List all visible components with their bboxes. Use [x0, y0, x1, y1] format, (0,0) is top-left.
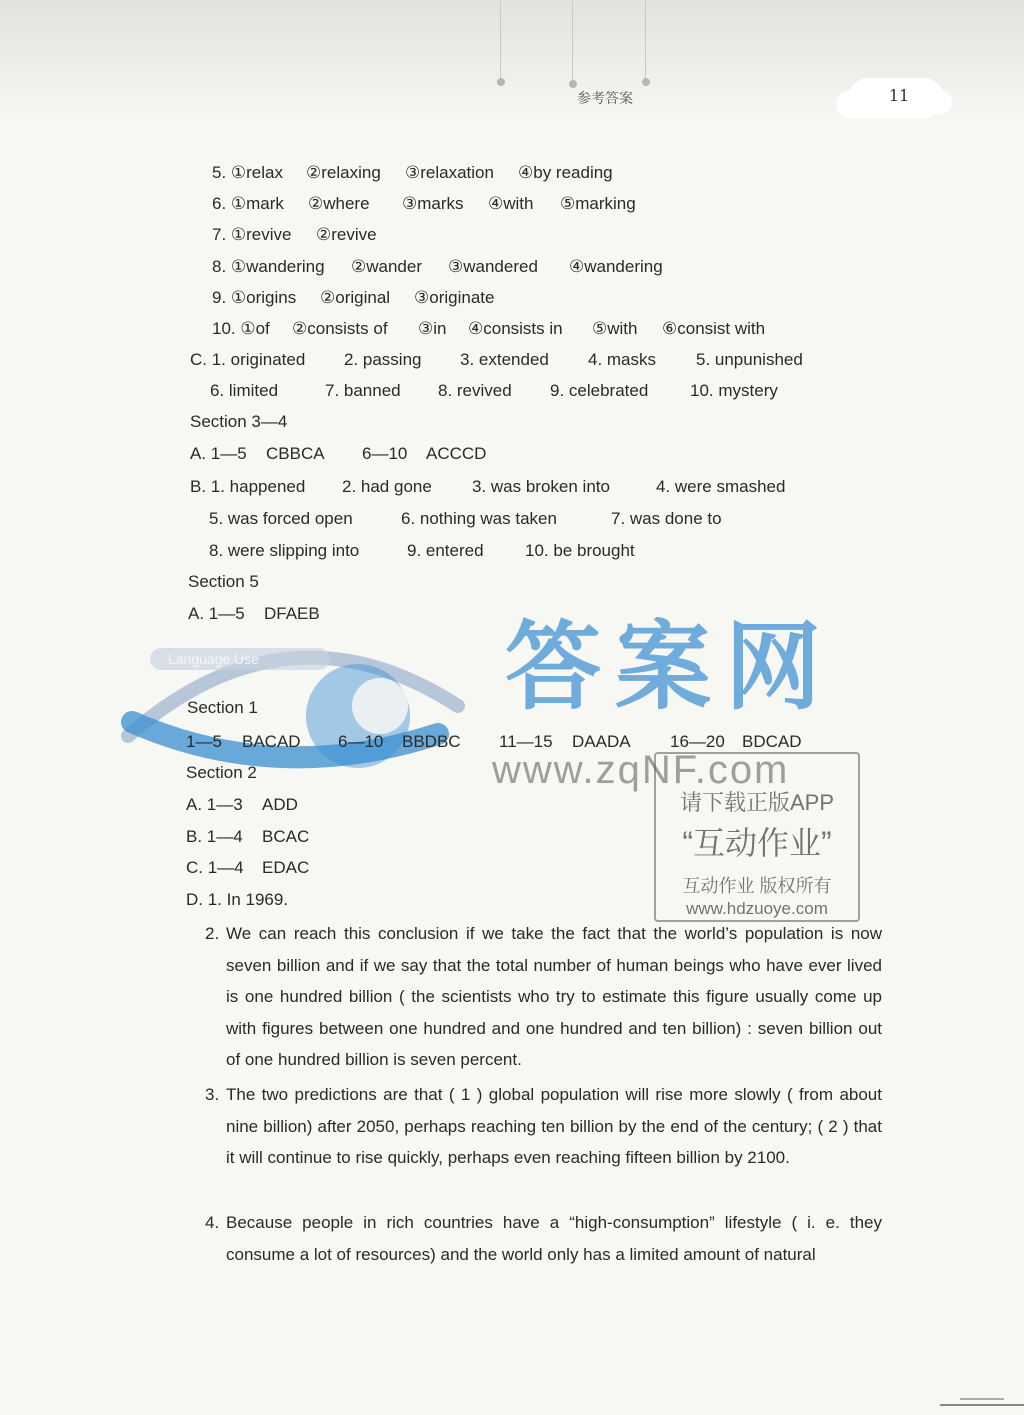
- answer-paragraph: Because people in rich countries have a “high-consumption” lifestyle ( i. e. they consume a lot of resources) and the world only has a limited amount of natural: [226, 1213, 882, 1264]
- answer-item: 10. mystery: [690, 381, 778, 400]
- answer-item: 6. nothing was taken: [401, 509, 557, 528]
- answer-item: 5. unpunished: [696, 350, 803, 369]
- answer-item: 5. was forced open: [209, 509, 353, 528]
- answer-item: 9. entered: [407, 541, 484, 560]
- answer-item: DAADA: [572, 732, 631, 751]
- answer-item: 10. ①of: [212, 319, 270, 338]
- answer-item: 9. ①origins: [212, 288, 297, 307]
- answer-item: A. 1—3: [186, 795, 243, 814]
- answer-item: 7. ①revive: [212, 225, 292, 244]
- answer-item: ②wander: [351, 257, 422, 276]
- answer-item: 11—15: [499, 732, 553, 751]
- header-title: 参考答案: [577, 91, 633, 107]
- stamp-line: “互动作业”: [682, 825, 832, 861]
- stamp-line: 请下载正版APP: [679, 790, 835, 815]
- answer-item: ADD: [262, 795, 298, 814]
- answer-item: ③in: [418, 319, 447, 338]
- answer-item: 5. ①relax: [212, 163, 283, 182]
- answer-paragraph: The two predictions are that ( 1 ) global population will rise more slowly ( from about nine billion) after 2050, perhaps reaching ten billion by the end of the century; ( 2 ) that it will continue to rise quickly, perhaps even reaching fifteen billion by 2100.: [226, 1085, 882, 1168]
- answer-item: ③originate: [414, 288, 495, 307]
- answer-item: 6—10: [338, 732, 384, 751]
- answer-item: A. 1—5: [190, 444, 247, 463]
- binding-line: [500, 0, 501, 80]
- stamp-line: 互动作业 版权所有: [682, 876, 832, 896]
- answer-item: ②relaxing: [306, 163, 381, 182]
- answer-item: 8. ①wandering: [212, 257, 325, 276]
- answer-item: 8. revived: [438, 381, 512, 400]
- binding-dot: [569, 80, 577, 88]
- scan-mark: [940, 1404, 1024, 1406]
- answer-item: BDCAD: [742, 732, 802, 751]
- answer-item: 7. was done to: [611, 509, 722, 528]
- section-heading-text: Section 3—4: [190, 412, 288, 431]
- answer-item: 2. passing: [344, 350, 422, 369]
- binding-line: [572, 0, 573, 80]
- answer-item: BACAD: [242, 732, 301, 751]
- answer-item: 3. was broken into: [472, 477, 610, 496]
- section-heading-text: Section 1: [187, 698, 258, 717]
- answer-item: DFAEB: [264, 604, 320, 623]
- answer-item: C. 1. originated: [190, 350, 306, 369]
- paragraph-number: 4.: [205, 1213, 220, 1232]
- stamp-line: www.hdzuoye.com: [686, 899, 828, 918]
- copyright-stamp: [654, 752, 860, 922]
- answer-item: ④wandering: [569, 257, 663, 276]
- answer-item: ACCCD: [426, 444, 487, 463]
- answer-item: A. 1—5: [188, 604, 245, 623]
- answer-item: 1—5: [186, 732, 222, 751]
- binding-dot: [642, 78, 650, 86]
- answer-item: 10. be brought: [525, 541, 635, 560]
- answer-item: B. 1—4: [186, 827, 243, 846]
- answer-item: 3. extended: [460, 350, 549, 369]
- answer-item: ②original: [320, 288, 391, 307]
- answer-item: 6. ①mark: [212, 194, 284, 213]
- answer-item: ③relaxation: [405, 163, 494, 182]
- paragraph-number: 2.: [205, 924, 220, 943]
- answer-item: ②revive: [316, 225, 377, 244]
- answer-item: ⑤marking: [560, 194, 636, 213]
- paragraph-number: 3.: [205, 1085, 220, 1104]
- answer-item: D. 1. In 1969.: [186, 890, 289, 909]
- answer-item: BBDBC: [402, 732, 461, 751]
- answer-item: ②consists of: [292, 319, 388, 338]
- answer-item: 7. banned: [325, 381, 401, 400]
- section-heading-text: Section 2: [186, 763, 257, 782]
- answer-item: 9. celebrated: [550, 381, 649, 400]
- answer-item: 8. were slipping into: [209, 541, 360, 560]
- answer-item: 4. were smashed: [656, 477, 786, 496]
- answer-paragraph: We can reach this conclusion if we take the fact that the world’s population is now seven billion and if we say that the total number of human beings who have ever lived is one hundred billion ( the scientists who try to estimate this figure usually come up with figures between one hundred and one hundred and ten billion) : seven billion out of one hundred billion is seven percent.: [226, 924, 882, 1070]
- watermark-brand: 答案网: [505, 611, 835, 723]
- page-number: 11: [888, 86, 910, 105]
- answer-item: ④with: [488, 194, 534, 213]
- binding-line: [645, 0, 646, 80]
- answer-item: ⑤with: [592, 319, 638, 338]
- answer-item: BCAC: [262, 827, 310, 846]
- answer-item: ③wandered: [448, 257, 538, 276]
- answer-item: B. 1. happened: [190, 477, 306, 496]
- watermark-url: www.zqNF.com: [492, 748, 790, 792]
- answer-item: EDAC: [262, 858, 310, 877]
- section-heading-text: Section 5: [188, 572, 259, 591]
- answer-item: CBBCA: [266, 444, 325, 463]
- answer-item: C. 1—4: [186, 858, 244, 877]
- answer-item: 2. had gone: [342, 477, 432, 496]
- watermark-banner: Language Use: [150, 648, 330, 670]
- answer-item: ③marks: [402, 194, 464, 213]
- answer-item: 6—10: [362, 444, 408, 463]
- binding-dot: [497, 78, 505, 86]
- answer-item: 16—20: [670, 732, 725, 751]
- answer-item: 4. masks: [588, 350, 657, 369]
- scan-mark: [960, 1398, 1004, 1400]
- answer-item: ④by reading: [518, 163, 613, 182]
- answer-item: 6. limited: [210, 381, 279, 400]
- answer-item: ②where: [308, 194, 370, 213]
- answer-item: ⑥consist with: [662, 319, 766, 338]
- answer-item: ④consists in: [468, 319, 563, 338]
